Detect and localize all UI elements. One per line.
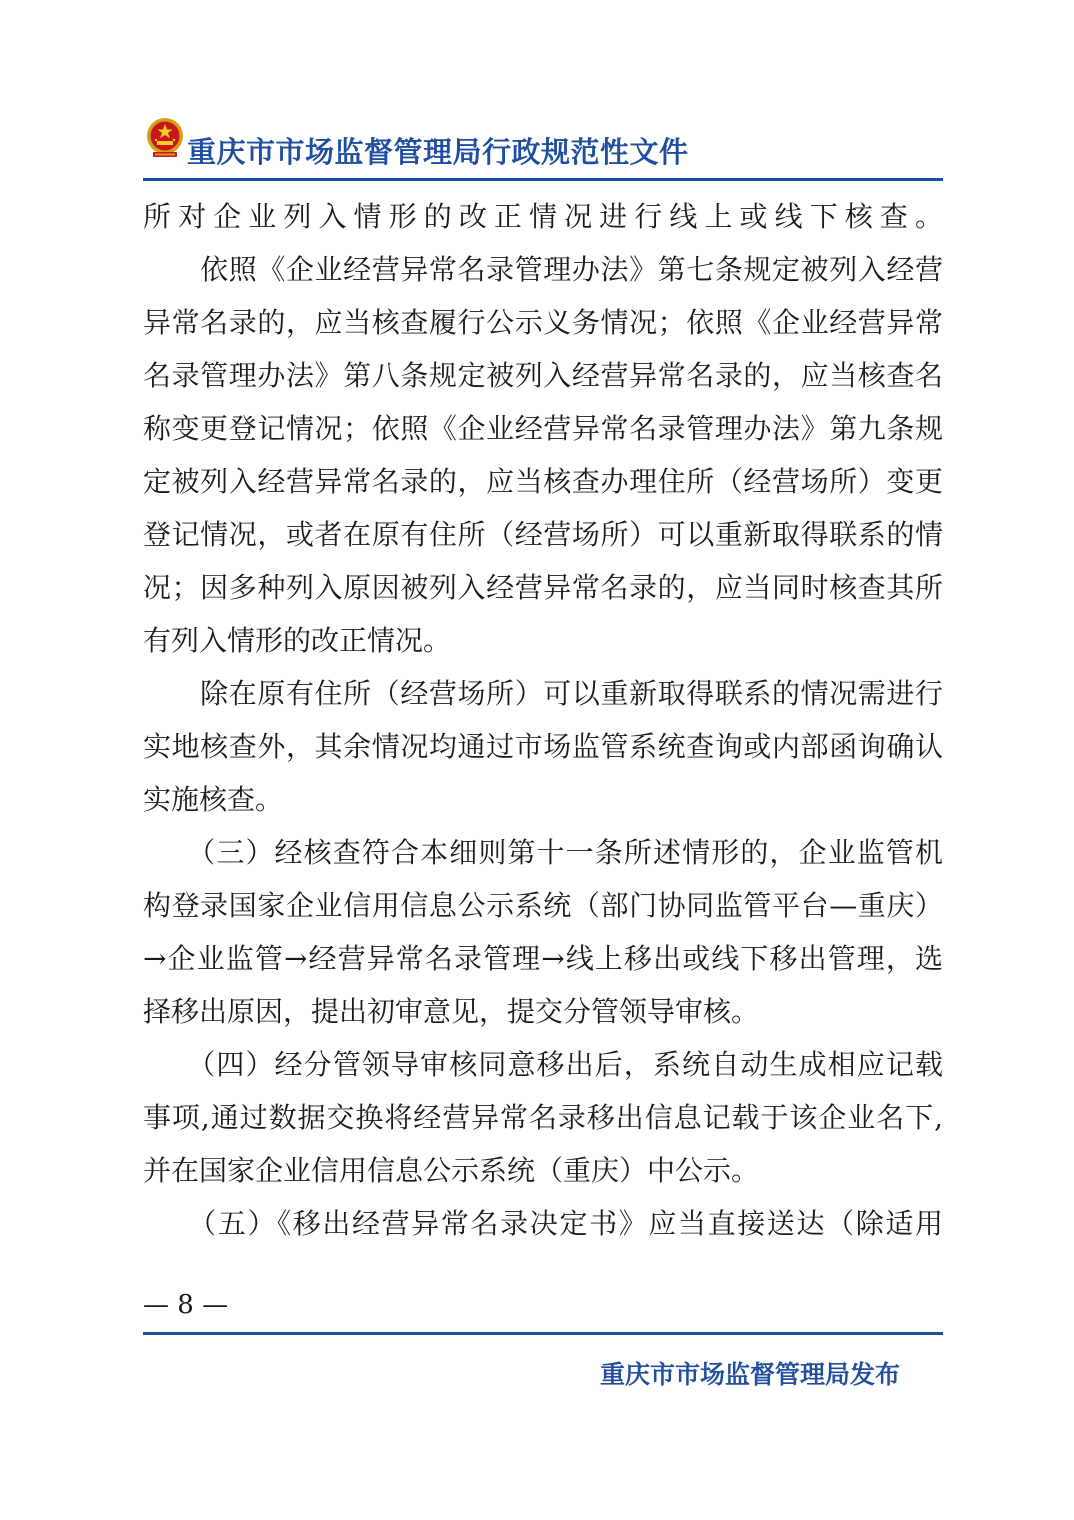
body-line: 实地核查外，其余情况均通过市场监管系统查询或内部函询确认	[143, 730, 943, 763]
body-line: 并在国家企业信用信息公示系统（重庆）中公示。	[143, 1154, 760, 1187]
body-line: 所对企业列入情形的改正情况进行线上或线下核查。	[143, 200, 943, 233]
document-header	[143, 110, 943, 180]
footer-divider	[143, 1332, 943, 1335]
body-line: 名录管理办法》第八条规定被列入经营异常名录的，应当核查名	[143, 359, 943, 392]
body-line: 称变更登记情况；依照《企业经营异常名录管理办法》第九条规	[143, 412, 943, 445]
body-line: 实施核查。	[143, 783, 284, 816]
body-line: 构登录国家企业信用信息公示系统（部门协同监管平台—重庆）	[143, 889, 943, 922]
national-emblem-icon	[145, 116, 185, 160]
body-line: 除在原有住所（经营场所）可以重新取得联系的情况需进行	[143, 677, 943, 710]
header-title: 重庆市市场监督管理局行政规范性文件	[187, 135, 689, 169]
body-line: （四）经分管领导审核同意移出后，系统自动生成相应记载	[143, 1048, 943, 1081]
body-line: （五）《移出经营异常名录决定书》应当直接送达（除适用	[143, 1207, 943, 1240]
body-line: 况；因多种列入原因被列入经营异常名录的，应当同时核查其所	[143, 571, 943, 604]
body-line: （三）经核查符合本细则第十一条所述情形的，企业监管机	[143, 836, 943, 869]
body-line: 依照《企业经营异常名录管理办法》第七条规定被列入经营	[143, 253, 943, 286]
body-line: 事项,通过数据交换将经营异常名录移出信息记载于该企业名下,	[143, 1101, 943, 1134]
body-line: →企业监管→经营异常名录管理→线上移出或线下移出管理，选	[143, 942, 943, 975]
body-line: 有列入情形的改正情况。	[143, 624, 452, 657]
header-divider	[143, 178, 943, 181]
page-number: — 8 —	[143, 1290, 229, 1320]
body-line: 登记情况，或者在原有住所（经营场所）可以重新取得联系的情	[143, 518, 943, 551]
document-body	[143, 190, 943, 1250]
body-line: 异常名录的，应当核查履行公示义务情况；依照《企业经营异常	[143, 306, 943, 339]
publisher-label: 重庆市市场监督管理局发布	[600, 1360, 901, 1389]
body-line: 定被列入经营异常名录的，应当核查办理住所（经营场所）变更	[143, 465, 943, 498]
body-line: 择移出原因，提出初审意见，提交分管领导审核。	[143, 995, 760, 1028]
